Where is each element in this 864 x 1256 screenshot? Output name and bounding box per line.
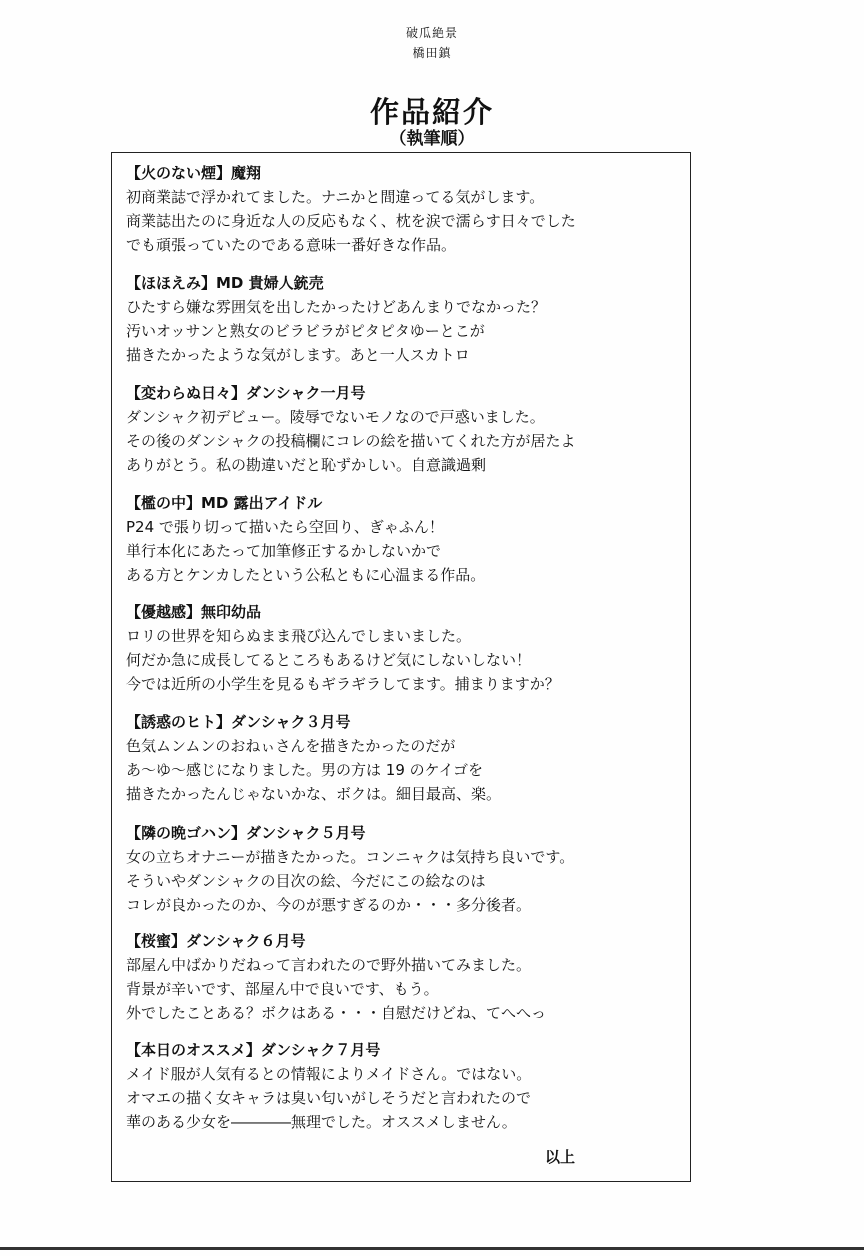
entry-line: 色気ムンムンのおねぃさんを描きたかったのだが — [126, 737, 456, 755]
entry-line: 部屋ん中ばかりだねって言われたので野外描いてみました。 — [126, 956, 532, 974]
entry-line: 単行本化にあたって加筆修正するかしないかで — [126, 542, 442, 560]
entry-title: 【檻の中】MD 露出アイドル — [126, 494, 323, 512]
entry-title: 【隣の晩ゴハン】ダンシャク５月号 — [126, 824, 366, 842]
book-title: 破瓜絶景 — [405, 26, 458, 40]
page-title: 作品紹介 — [369, 95, 494, 129]
entry — [126, 929, 681, 1025]
entry-line: コレが良かったのか、今のが悪すぎるのか・・・多分後者。 — [126, 896, 532, 914]
author-name: 橋田鎮 — [412, 46, 452, 60]
entry-title: 【火のない煙】魔翔 — [126, 164, 262, 182]
entry — [126, 271, 681, 367]
entry — [126, 491, 681, 587]
entry-line: ひたすら嫌な雰囲気を出したかったけどあんまりでなかった？ — [126, 298, 547, 316]
entry-line: 描きたかったんじゃないかな、ボクは。細目最高、楽。 — [126, 785, 502, 803]
entry-line: そういやダンシャクの目次の絵、今だにこの絵なのは — [126, 872, 486, 890]
entry-line: ダンシャク初デビュー。陵辱でないモノなので戸惑いました。 — [126, 408, 545, 426]
page-subtitle: （執筆順） — [389, 129, 475, 149]
entry-line: 背景が辛いです、部屋ん中で良いです、もう。 — [126, 980, 439, 998]
entry-line: 何だか急に成長してるところもあるけど気にしないしない！ — [126, 651, 532, 669]
entry-line: 今では近所の小学生を見るもギラギラしてます。捕まりますか？ — [126, 675, 560, 693]
entry-title: 【本日のオススメ】ダンシャク７月号 — [126, 1041, 381, 1059]
closing-text: 以上 — [545, 1148, 576, 1166]
entry-title: 【誘惑のヒト】ダンシャク３月号 — [126, 713, 351, 731]
entry-line: 華のある少女を――――無理でした。オススメしません。 — [126, 1113, 517, 1131]
entry-line: あ～ゆ～感じになりました。男の方は 19 のケイゴを — [126, 761, 483, 779]
entry — [126, 381, 681, 477]
entry-line: 女の立ちオナニーが描きたかった。コンニャクは気持ち良いです。 — [126, 848, 575, 866]
entry-line: 商業誌出たのに身近な人の反応もなく、枕を涙で濡らす日々でした — [126, 212, 576, 230]
entry-line: 外でしたことある？ボクはある・・・自慰だけどね、てへへっ — [126, 1004, 547, 1022]
content-box — [111, 152, 691, 1182]
entry-line: 初商業誌で浮かれてました。ナニかと間違ってる気がします。 — [126, 188, 545, 206]
entry-line: 描きたかったような気がします。あと一人スカトロ — [126, 346, 470, 364]
entry — [126, 710, 681, 806]
entry — [126, 600, 681, 696]
entry-line: ありがとう。私の勘違いだと恥ずかしい。自意識過剰 — [126, 456, 487, 474]
entry — [126, 161, 681, 257]
entry-line: メイド服が人気有るとの情報によりメイドさん。ではない。 — [126, 1065, 532, 1083]
entry — [126, 821, 681, 917]
entry-line: 汚いオッサンと熟女のビラビラがピタピタゆーとこが — [126, 322, 485, 340]
entry-line: ある方とケンカしたという公私ともに心温まる作品。 — [126, 566, 486, 584]
entry-title: 【変わらぬ日々】ダンシャク一月号 — [126, 384, 366, 402]
entry-line: その後のダンシャクの投稿欄にコレの絵を描いてくれた方が居たよ — [126, 432, 576, 450]
entry-line: ロリの世界を知らぬまま飛び込んでしまいました。 — [126, 627, 472, 645]
entry-line: P24 で張り切って描いたら空回り、ぎゃふん！ — [126, 518, 444, 536]
entry — [126, 1038, 681, 1134]
entry-title: 【優越感】無印幼品 — [126, 603, 262, 621]
bottom-rule — [0, 1247, 864, 1250]
entry-title: 【ほほえみ】MD 貴婦人銃売 — [126, 274, 324, 292]
entry-line: でも頑張っていたのである意味一番好きな作品。 — [126, 236, 457, 254]
entry-title: 【桜蜜】ダンシャク６月号 — [126, 932, 306, 950]
entry-line: オマエの描く女キャラは臭い匂いがしそうだと言われたので — [126, 1089, 532, 1107]
